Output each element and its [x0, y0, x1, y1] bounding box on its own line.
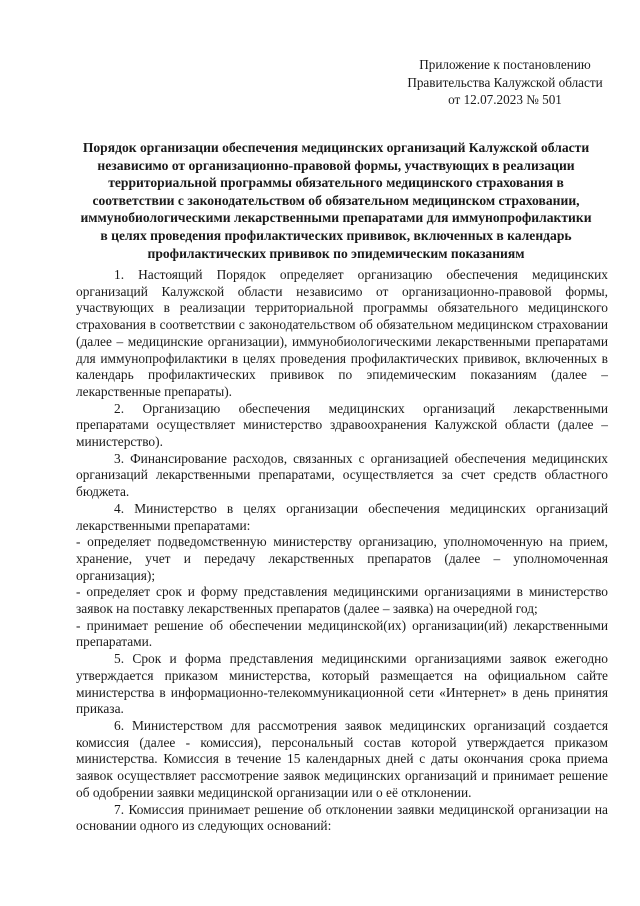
annex-line-3: от 12.07.2023 № 501: [448, 92, 562, 107]
title-line: профилактических прививок по эпидемическим показаниям: [147, 245, 525, 261]
paragraph-4-item-3: - принимает решение об обеспечении медицинской(их) организации(ий) лекарственными препаратами.: [76, 617, 608, 650]
title-line: Порядок организации обеспечения медицинских организаций Калужской области: [82, 140, 590, 155]
title-line: иммунобиологическими лекарственными препаратами для иммунопрофилактики: [80, 210, 592, 226]
title-line: независимо от организационно-правовой формы, участвующих в реализации: [97, 157, 575, 173]
annex-line-2: Правительства Калужской области: [407, 74, 603, 90]
title-line: территориальной программы обязательного медицинского страхования в: [108, 175, 564, 191]
paragraph-6: 6. Министерством для рассмотрения заявок медицинских организаций создается комиссия (далее - комиссия), персональный состав которой утверждается приказом министерства. Комиссия в течение 15 календарных дней с даты окончания срока приема заявок осуществляет рассмотрение заявок медицинских организаций и принимает решение об одобрении заявки медицинской организации или о её отклонении.: [76, 717, 608, 800]
document-title: [72, 139, 600, 262]
paragraph-4-item-2: - определяет срок и форму представления медицинскими организациями в министерство заявок на поставку лекарственных препаратов (далее – заявка) на очередной год;: [76, 584, 608, 617]
document-body: [76, 267, 608, 835]
paragraph-4: 4. Министерство в целях организации обеспечения медицинских организаций лекарственными препаратами:: [76, 500, 608, 533]
title-line: соответствии с законодательством об обязательном медицинском страховании,: [92, 192, 580, 208]
paragraph-3: 3. Финансирование расходов, связанных с организацией обеспечения медицинских организаций лекарственными препаратами, осуществляется за счет средств областного бюджета.: [76, 450, 608, 500]
paragraph-2: 2. Организацию обеспечения медицинских организаций лекарственными препаратами осуществляет министерство здравоохранения Калужской области (далее – министерство).: [76, 400, 608, 450]
paragraph-1: 1. Настоящий Порядок определяет организацию обеспечения медицинских организаций Калужской области независимо от организационно-правовой формы, участвующих в реализации территориальной программы обязательного медицинского страхования в соответствии с законодательством об обязательном медицинском страховании (далее – медицинские организации), иммунобиологическими лекарственными препаратами для иммунопрофилактики в целях проведения профилактических прививок, включенных в календарь профилактических прививок по эпидемическим показаниям (далее – лекарственные препараты).: [76, 267, 608, 399]
annex-header: [390, 56, 620, 109]
paragraph-4-item-1: - определяет подведомственную министерству организацию, уполномоченную на прием, хранение, учет и передачу лекарственных препаратов (далее – уполномоченная организация);: [76, 534, 608, 583]
title-line: в целях проведения профилактических прививок, включенных в календарь: [100, 227, 572, 243]
paragraph-7: 7. Комиссия принимает решение об отклонении заявки медицинской организации на основании одного из следующих оснований:: [76, 801, 608, 834]
annex-line-1: Приложение к постановлению: [419, 57, 591, 72]
paragraph-5: 5. Срок и форма представления медицинскими организациями заявок ежегодно утверждается приказом министерства, который размещается на официальном сайте министерства в информационно-телекоммуникационной сети «Интернет» в день принятия приказа.: [76, 651, 608, 717]
